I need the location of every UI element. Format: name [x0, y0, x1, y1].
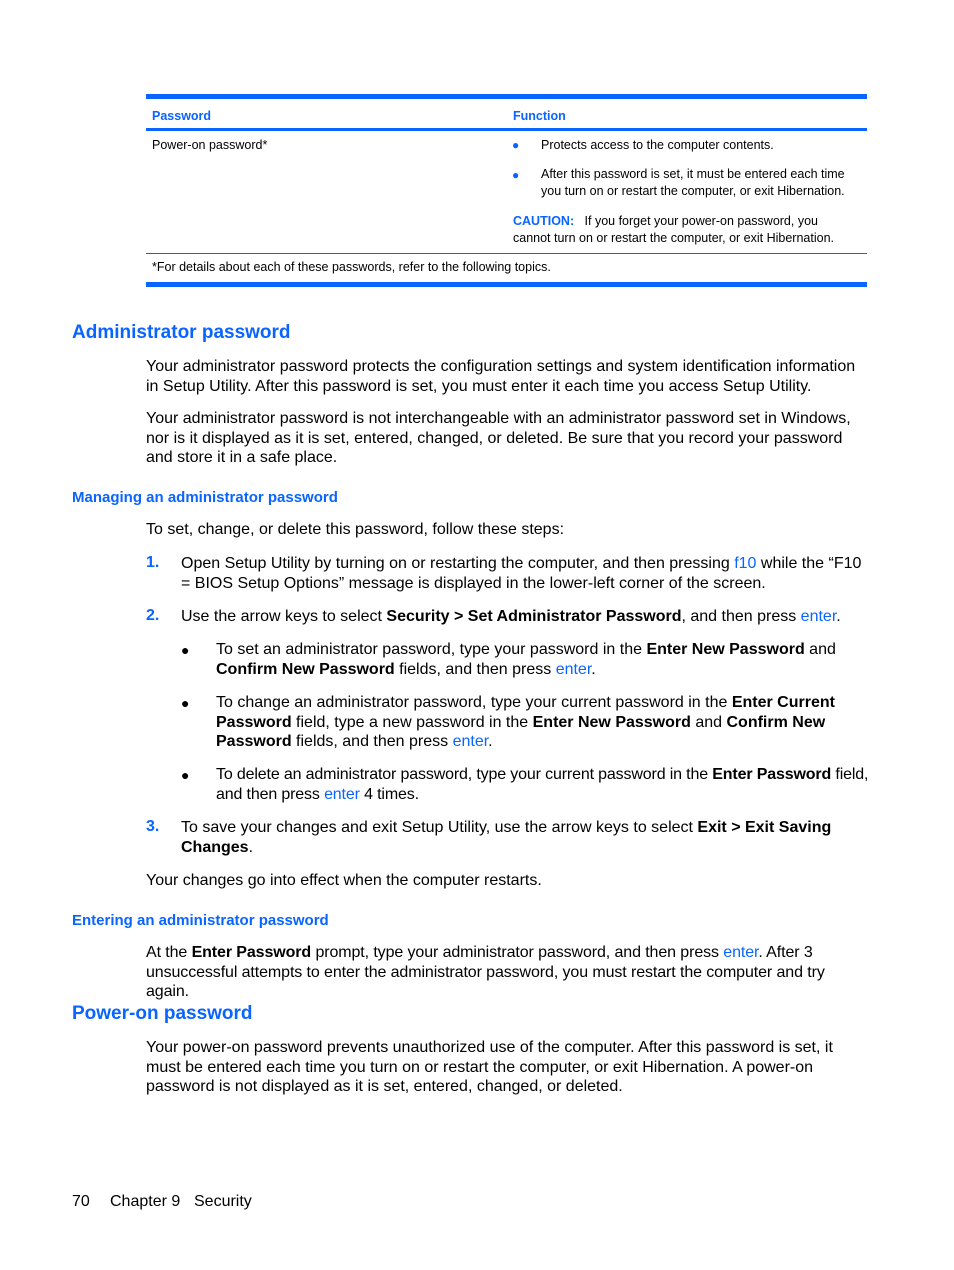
entering-text: At the	[146, 944, 192, 961]
key-enter: enter	[452, 733, 489, 750]
sub-step-text: To change an administrator password, type your current password in the	[216, 694, 732, 711]
key-enter: enter	[800, 608, 837, 625]
managing-intro: To set, change, or delete this password, follow these steps:	[146, 521, 565, 538]
step-1-number: 1.	[146, 554, 160, 571]
sub-step-set	[216, 640, 871, 679]
sub-step-delete	[216, 765, 871, 804]
entering-text: . After 3 unsuccessful attempts to enter the administrator password, you must restart the computer and try again.	[146, 944, 825, 1000]
managing-heading: Managing an administrator password	[72, 489, 338, 506]
sub-step-text: To delete an administrator password, type your current password in the	[216, 766, 713, 783]
password-table	[146, 94, 867, 131]
step-3-text-end: .	[248, 838, 254, 856]
step-1	[181, 554, 871, 593]
table-bullet-1: Protects access to the computer contents.	[541, 138, 774, 152]
field-confirm-new-password: Confirm New Password	[216, 660, 395, 678]
sub-step-text: .	[591, 660, 596, 678]
entering-paragraph	[146, 943, 870, 1002]
bullet-icon: ●	[181, 642, 190, 658]
step-1-text-end: while the “F10 = BIOS Setup Options” message is displayed in the lower-left corner of the screen.	[181, 555, 862, 592]
table-bullet-2: After this password is set, it must be entered each time you turn on or restart the computer, or exit Hibernation.	[541, 167, 845, 198]
managing-outro: Your changes go into effect when the computer restarts.	[146, 872, 542, 889]
sub-step-text: fields, and then press	[394, 660, 556, 678]
sub-step-change	[216, 693, 871, 752]
step-3	[181, 818, 841, 857]
table-row-rule	[146, 253, 867, 254]
field-enter-current-password: Enter Current Password	[216, 694, 835, 731]
sub-step-text: To set an administrator password, type your password in the	[216, 641, 647, 658]
key-enter: enter	[555, 660, 592, 678]
step-2-text-end: .	[836, 608, 841, 625]
caution-text: If you forget your power-on password, you cannot turn on or restart the computer, or exit Hibernation.	[513, 214, 835, 245]
entering-text: prompt, type your administrator password, and then press	[311, 944, 724, 961]
field-confirm-new-password: Confirm New Password	[216, 713, 826, 750]
menu-path-exit: Exit > Exit Saving Changes	[181, 819, 832, 856]
column-header-function: Function	[513, 109, 566, 123]
sub-step-text: field, and then press	[216, 766, 869, 803]
sub-step-text: and	[804, 641, 836, 658]
menu-path-security: Security > Set Administrator Password	[386, 608, 682, 625]
bullet-icon: ●	[181, 767, 190, 783]
step-2	[181, 607, 871, 627]
step-3-text: To save your changes and exit Setup Utility, use the arrow keys to select	[181, 819, 698, 836]
page-number: 70	[72, 1193, 90, 1210]
sub-step-text: and	[690, 713, 727, 731]
step-2-text-mid: , and then press	[681, 608, 801, 625]
key-enter: enter	[723, 944, 759, 961]
sub-step-text: field, type a new password in the	[291, 713, 533, 731]
prompt-enter-password: Enter Password	[191, 944, 312, 961]
sub-step-text: .	[488, 733, 493, 750]
step-2-text: Use the arrow keys to select	[181, 608, 387, 625]
table-bottom-rule	[146, 282, 867, 287]
column-header-password: Password	[152, 109, 212, 123]
bullet-icon: ●	[512, 138, 520, 152]
entering-heading: Entering an administrator password	[72, 912, 329, 929]
step-3-number: 3.	[146, 818, 160, 835]
table-header-rule	[146, 128, 867, 131]
field-enter-password: Enter Password	[712, 766, 832, 783]
footer-chapter: Chapter 9	[110, 1193, 181, 1210]
key-f10: f10	[734, 555, 757, 572]
admin-paragraph-2: Your administrator password is not interchangeable with an administrator password set in Windows, nor is it displayed as it is set, entered, changed, or deleted. Be sure that you record your password and store it in a safe place.	[146, 410, 851, 466]
admin-paragraph-1: Your administrator password protects the configuration settings and system identification information in Setup Utility. After this password is set, you must enter it each time you access Setup Utility.	[146, 358, 856, 395]
poweron-heading: Power-on password	[72, 1003, 253, 1024]
bullet-icon: ●	[181, 695, 190, 711]
footer-section: Security	[194, 1193, 252, 1210]
table-header	[146, 99, 867, 128]
sub-step-text: 4 times.	[359, 785, 419, 803]
admin-heading: Administrator password	[72, 322, 291, 343]
step-1-text: Open Setup Utility by turning on or restarting the computer, and then pressing	[181, 555, 735, 572]
bullet-icon: ●	[512, 168, 520, 182]
sub-step-text: fields, and then press	[291, 733, 453, 750]
step-2-number: 2.	[146, 607, 160, 624]
key-enter: enter	[324, 785, 360, 803]
caution-note	[513, 213, 853, 247]
field-enter-new-password: Enter New Password	[646, 641, 805, 658]
field-enter-new-password: Enter New Password	[532, 713, 691, 731]
caution-label: CAUTION:	[513, 214, 575, 228]
poweron-paragraph: Your power-on password prevents unauthorized use of the computer. After this password is set, it must be entered each time you turn on or restart the computer, or exit Hibernation. A power-on password is not displayed as it is set, entered, changed, or deleted.	[146, 1039, 833, 1095]
table-footnote: *For details about each of these passwords, refer to the following topics.	[152, 260, 551, 274]
table-cell-password: Power-on password*	[152, 138, 268, 152]
